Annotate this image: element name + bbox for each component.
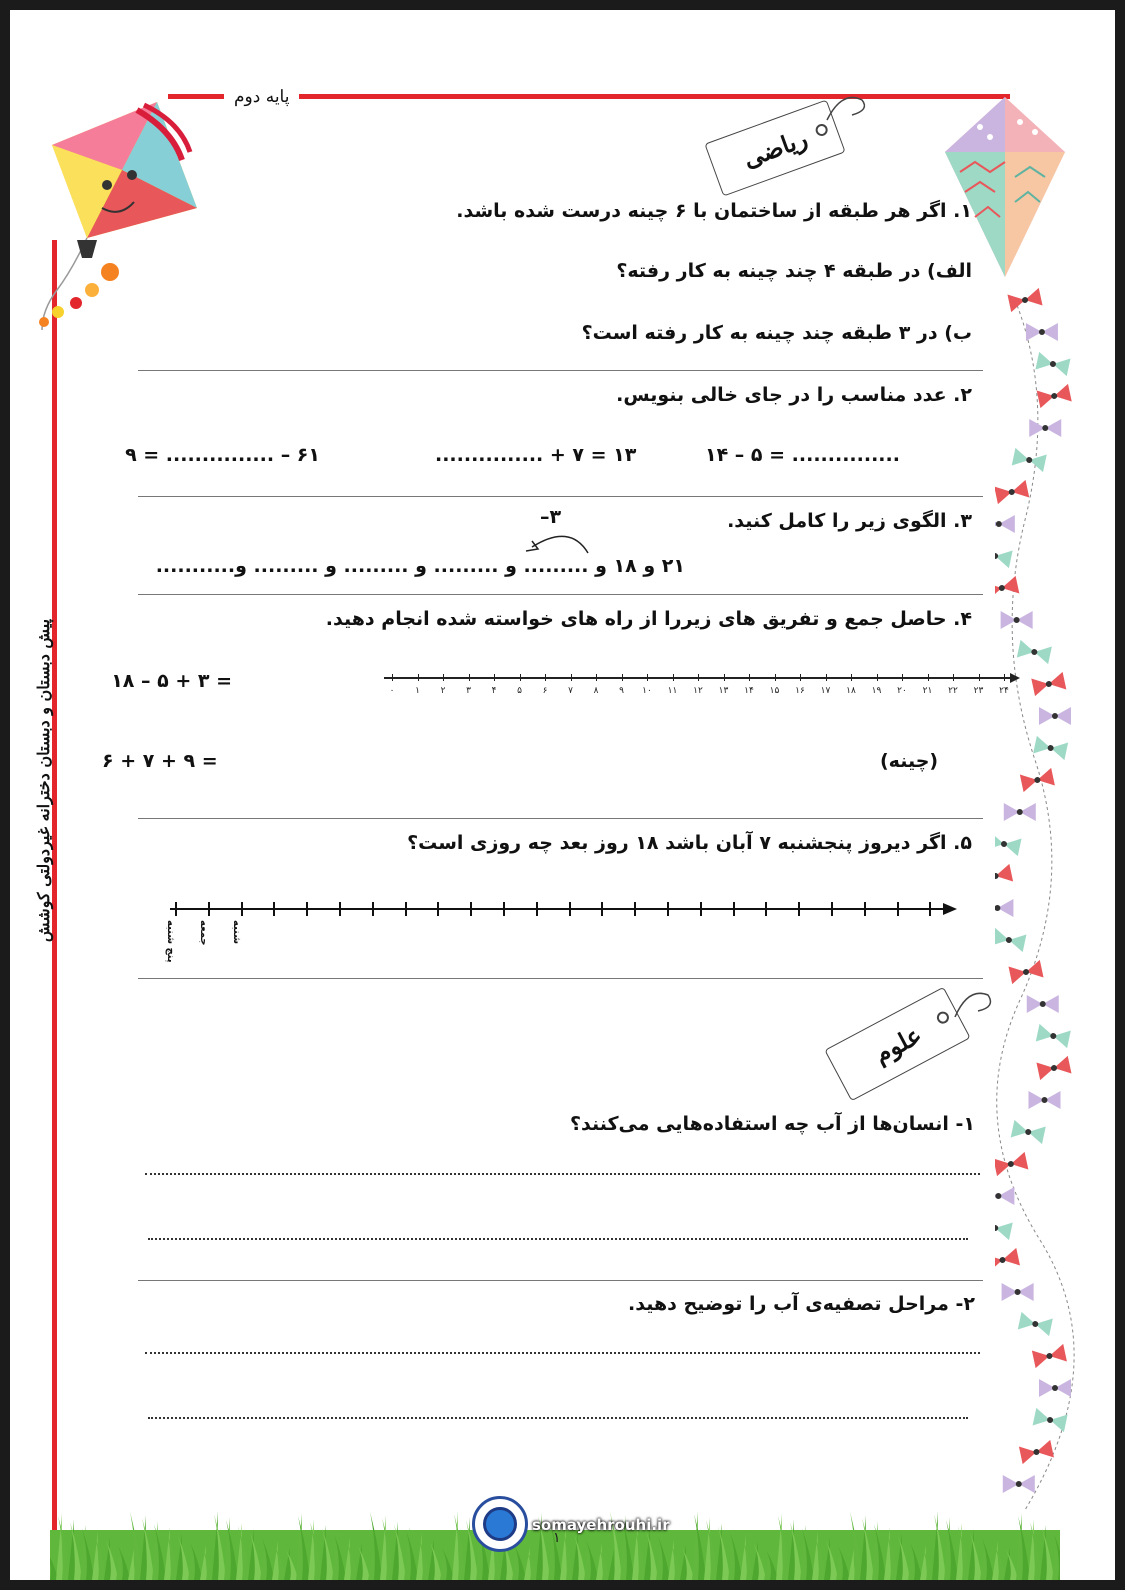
day-tick: [634, 902, 636, 916]
number-line-tick: [877, 674, 878, 681]
number-line-tick: [749, 674, 750, 681]
bow-icon: [995, 864, 1013, 888]
number-line-tick: [724, 674, 725, 681]
days-number-line: [165, 896, 965, 976]
day-tick: [208, 902, 210, 916]
math-q3-stem: ۳. الگوی زیر را کامل کنید.: [727, 510, 972, 532]
day-tick: [733, 902, 735, 916]
bow-icon: [1035, 352, 1070, 376]
bow-icon: [1031, 672, 1066, 696]
bow-icon: [1026, 323, 1058, 341]
number-line-label: ۸: [593, 686, 599, 696]
number-line-tick: [928, 674, 929, 681]
bow-icon: [1002, 1283, 1034, 1301]
math-q1-b: ب) در ۳ طبقه چند چینه به کار رفته است؟: [581, 322, 972, 344]
number-line-label: ۱۴: [744, 686, 754, 696]
number-line-label: ۱۲: [693, 686, 703, 696]
number-line-label: ۱۰: [642, 686, 652, 696]
tag-hole-icon: [935, 1009, 951, 1025]
number-line-tick: [826, 674, 827, 681]
number-line-label: ۱۱: [667, 686, 678, 696]
number-line-label: ۱۳: [718, 686, 729, 696]
science-tag: علوم: [824, 987, 970, 1102]
bow-icon: [1029, 419, 1061, 437]
math-q2-eq3: ۱۶ – ............... = ۹: [125, 444, 320, 466]
day-tick: [503, 902, 505, 916]
bow-icon: [1036, 1056, 1071, 1080]
divider: [138, 818, 983, 819]
day-tick: [831, 902, 833, 916]
number-line-tick: [775, 674, 776, 681]
day-tick: [798, 902, 800, 916]
divider: [138, 496, 983, 497]
bow-icon: [995, 544, 1013, 568]
day-tick: [437, 902, 439, 916]
science-q1: ۱- انسان‌ها از آب چه استفاده‌هایی می‌کنند؟: [569, 1113, 975, 1135]
bow-icon: [1001, 611, 1033, 629]
math-q2-eq1: ۱۴ – ۵ = ...............: [705, 444, 900, 466]
answer-line[interactable]: [148, 1417, 968, 1419]
number-line-label: ۲: [440, 686, 446, 696]
math-q4-method: (چینه): [880, 750, 939, 772]
divider: [138, 594, 983, 595]
day-tick: [306, 902, 308, 916]
number-line-tick: [673, 674, 674, 681]
bow-icon: [1020, 768, 1055, 792]
number-line-tick: [596, 674, 597, 681]
number-line-tick: [979, 674, 980, 681]
number-line-label: ۱۵: [769, 686, 780, 696]
bow-icon: [1011, 1120, 1046, 1144]
number-line-tick: [443, 674, 444, 681]
bow-icon: [1036, 1024, 1071, 1048]
bow-icon: [1032, 1344, 1067, 1368]
bow-icon: [995, 576, 1019, 600]
number-line-label: ۶: [542, 686, 548, 696]
kite-right-icon: [940, 92, 1070, 282]
page-number: ۱: [553, 1530, 561, 1546]
day-tick: [405, 902, 407, 916]
math-tag: ریاضی: [704, 99, 845, 196]
number-line-tick: [494, 674, 495, 681]
number-line-label: ۱۶: [795, 686, 805, 696]
day-tick: [470, 902, 472, 916]
bow-icon: [1027, 995, 1059, 1013]
day-tick: [667, 902, 669, 916]
tag-string-icon: [822, 90, 872, 130]
bow-icon: [1018, 1312, 1053, 1336]
worksheet-page: [10, 10, 1115, 1580]
number-line-tick: [469, 674, 470, 681]
day-tick: [241, 902, 243, 916]
number-line-label: ۱: [415, 686, 420, 696]
number-line-tick: [800, 674, 801, 681]
bow-icon: [1033, 736, 1068, 760]
number-line-label: ۱۹: [871, 686, 882, 696]
day-tick: [897, 902, 899, 916]
bow-icon: [1012, 448, 1047, 472]
bow-icon: [1019, 1440, 1054, 1464]
day-tick: [339, 902, 341, 916]
number-line-label: ۲۴: [999, 686, 1009, 696]
number-line-tick: [545, 674, 546, 681]
bow-icon: [1007, 288, 1042, 312]
divider: [138, 978, 983, 979]
math-q4-expr2: ۶ + ۷ + ۹ =: [102, 750, 218, 772]
bow-icon: [995, 832, 1022, 856]
math-q5-stem: ۵. اگر دیروز پنجشنبه ۷ آبان باشد ۱۸ روز بعد چه روزی است؟: [407, 832, 972, 854]
number-line-label: ۲۱: [922, 686, 933, 696]
day-label: جمعه: [198, 920, 209, 946]
answer-line[interactable]: [145, 1352, 980, 1354]
number-line-tick: [1004, 674, 1005, 681]
answer-line[interactable]: [145, 1173, 980, 1175]
bow-chain-decoration: [995, 280, 1095, 1520]
number-line-label: ۰: [389, 686, 395, 696]
bow-icon: [995, 899, 1013, 917]
day-tick: [601, 902, 603, 916]
number-line-label: ۷: [568, 686, 573, 696]
number-line-tick: [622, 674, 623, 681]
math-q2-stem: ۲. عدد مناسب را در جای خالی بنویس.: [616, 384, 972, 406]
science-q2: ۲- مراحل تصفیه‌ی آب را توضیح دهید.: [628, 1293, 975, 1315]
day-tick: [700, 902, 702, 916]
number-line-label: ۲۰: [897, 686, 907, 696]
number-line-tick: [698, 674, 699, 681]
math-q1-a: الف) در طبقه ۴ چند چینه به کار رفته؟: [616, 260, 972, 282]
math-q4-expr1: ۱۸ – ۵ + ۳ =: [111, 670, 232, 692]
number-line-tick: [953, 674, 954, 681]
number-line-label: ۲۳: [973, 686, 984, 696]
day-tick: [273, 902, 275, 916]
bow-icon: [995, 480, 1029, 504]
number-line-tick: [902, 674, 903, 681]
site-url[interactable]: somayehrouhi.ir: [532, 1516, 670, 1534]
answer-line[interactable]: [148, 1238, 968, 1240]
bow-icon: [1039, 1379, 1071, 1397]
day-tick: [372, 902, 374, 916]
bow-icon: [1037, 384, 1072, 408]
bow-icon: [995, 515, 1015, 533]
math-q4-stem: ۴. حاصل جمع و تفریق های زیررا از راه های خواسته شده انجام دهید.: [325, 608, 972, 630]
day-label: پنج شنبه: [165, 920, 176, 963]
bow-icon: [1004, 803, 1036, 821]
math-q2-eq2: ............... + ۷ = ۱۳: [435, 444, 637, 466]
number-line-label: ۵: [517, 686, 522, 696]
bow-icon: [1029, 1091, 1061, 1109]
math-q3-arc-label: –۳: [540, 506, 562, 528]
bow-icon: [1033, 1408, 1068, 1432]
day-tick: [765, 902, 767, 916]
number-line-tick: [392, 674, 393, 681]
day-tick: [864, 902, 866, 916]
number-line-label: ۱۷: [820, 686, 831, 696]
number-line-tick: [851, 674, 852, 681]
bow-icon: [995, 1187, 1014, 1205]
grade-label: پایه دوم: [224, 87, 299, 107]
number-line-label: ۴: [491, 686, 497, 696]
bow-icon: [1008, 960, 1043, 984]
day-tick: [536, 902, 538, 916]
number-line-tick: [520, 674, 521, 681]
divider: [138, 1280, 983, 1281]
number-line-label: ۹: [619, 686, 624, 696]
number-line-label: ۳: [466, 686, 471, 696]
math-q3-pattern: ۲۱ و ۱۸ و ......... و ......... و ......... و ......... و...........: [155, 555, 685, 577]
number-line-label: ۱۸: [846, 686, 856, 696]
bow-icon: [995, 1216, 1013, 1240]
number-line-tick: [647, 674, 648, 681]
bow-icon: [1017, 640, 1052, 664]
number-line-24: [384, 670, 1024, 710]
bow-icon: [995, 928, 1026, 952]
bow-icon: [995, 1248, 1020, 1272]
bow-icon: [1039, 707, 1071, 725]
site-logo-icon: [472, 1496, 528, 1552]
arc-arrow-icon: [510, 525, 600, 555]
day-label: شنبه: [231, 920, 242, 945]
day-tick: [929, 902, 931, 916]
tag-string-icon: [950, 985, 1000, 1025]
day-tick: [175, 902, 177, 916]
kite-left-icon: [22, 90, 212, 330]
bow-icon: [995, 1152, 1028, 1176]
math-q1-stem: ۱. اگر هر طبقه از ساختمان با ۶ چینه درست شده باشد.: [456, 200, 972, 222]
number-line-label: ۲۲: [948, 686, 958, 696]
school-name: پیش دبستان و دبستان دخترانه غیردولتی کوشش: [34, 618, 54, 942]
divider: [138, 370, 983, 371]
day-tick: [569, 902, 571, 916]
number-line-tick: [571, 674, 572, 681]
number-line-tick: [418, 674, 419, 681]
